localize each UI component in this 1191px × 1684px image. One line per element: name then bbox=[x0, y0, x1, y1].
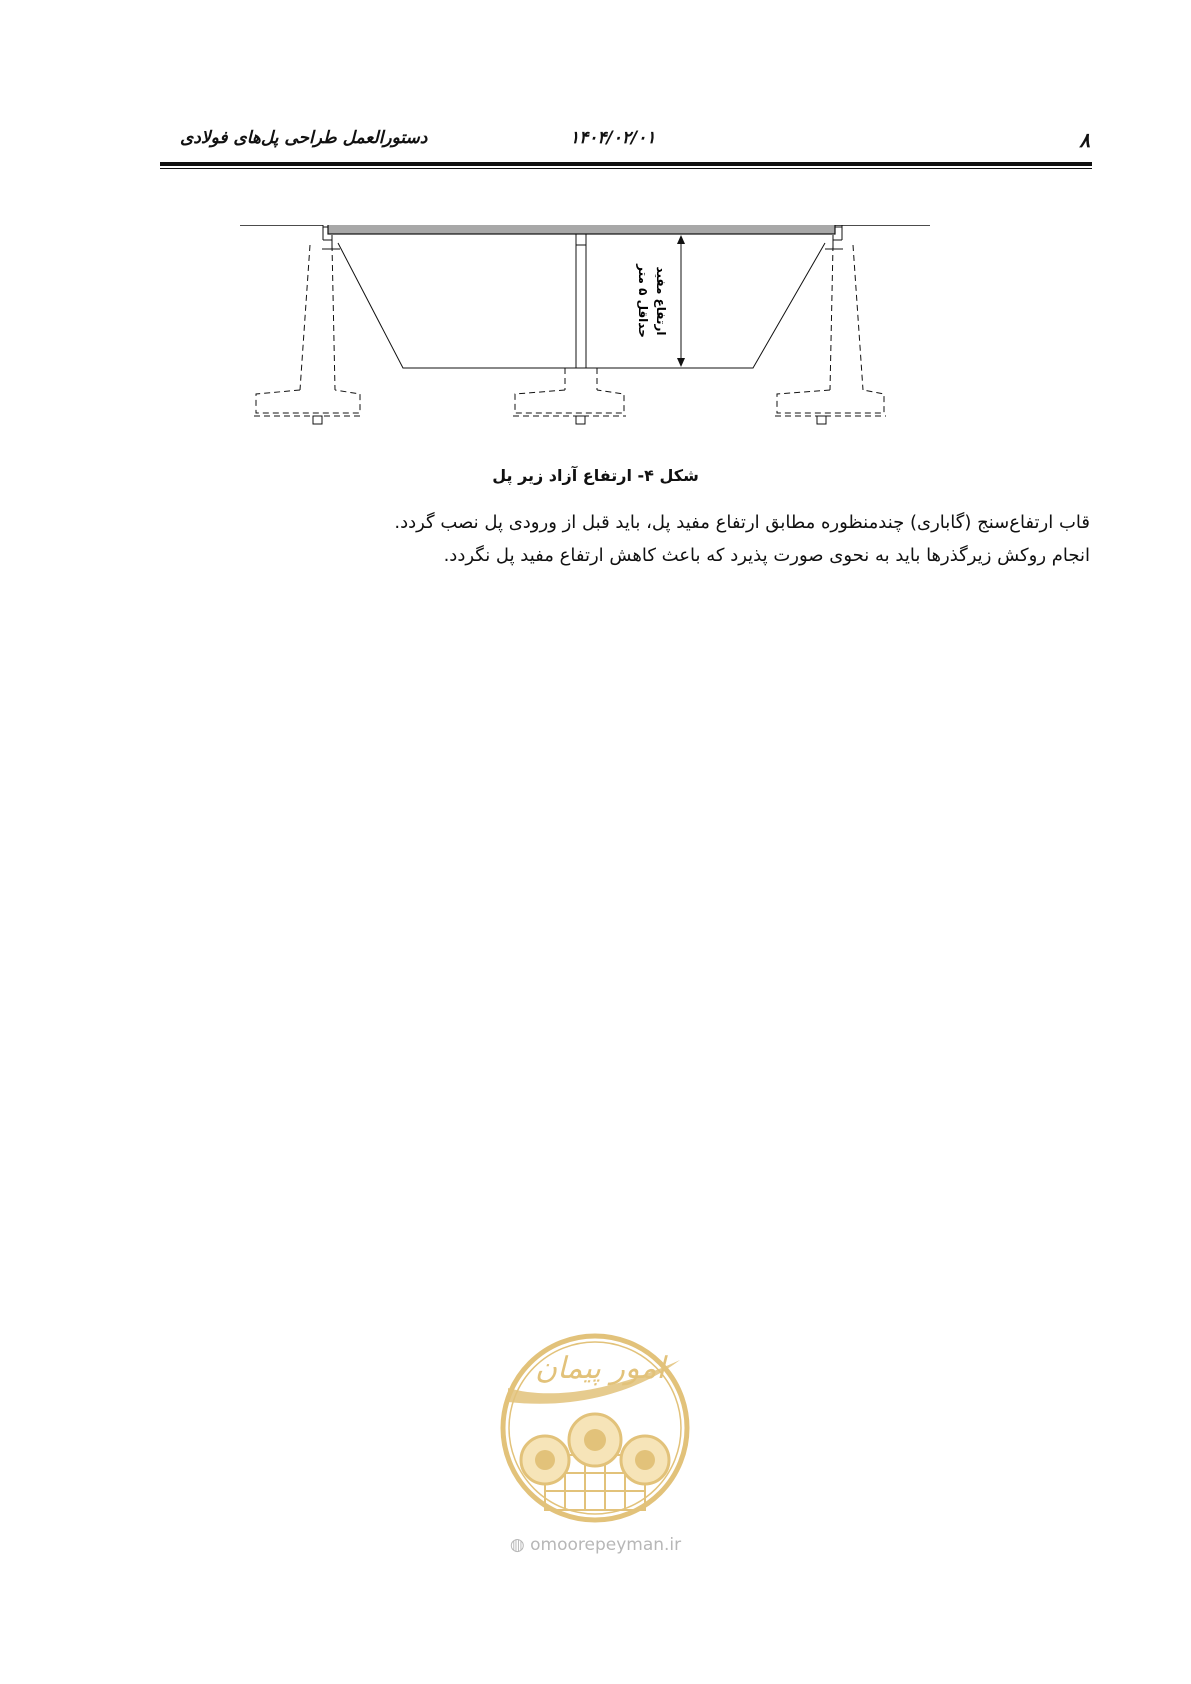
paragraph: قاب ارتفاع‌سنج (گاباری) چندمنظوره مطابق ارتفاع مفید پل، باید قبل از ورودی پل نصب گردد. bbox=[394, 512, 1090, 533]
logo-text: امور پیمان bbox=[535, 1351, 665, 1386]
centre-pier bbox=[576, 234, 586, 368]
paragraph: انجام روکش زیرگذرها باید به نحوی صورت پذیرد که باعث کاهش ارتفاع مفید پل نگردد. bbox=[443, 545, 1090, 566]
page-number: ۸ bbox=[1079, 128, 1090, 152]
pile-tips bbox=[313, 416, 826, 424]
website-text: omoorepeyman.ir bbox=[530, 1535, 682, 1555]
bridge-clearance-figure bbox=[240, 225, 985, 460]
site-url bbox=[0, 1535, 1191, 1555]
underpass-profile bbox=[338, 243, 825, 368]
hidden-foundations bbox=[254, 245, 886, 416]
clearance-label bbox=[636, 263, 668, 338]
header-rule-thin bbox=[160, 168, 1092, 169]
globe-icon: ◍ bbox=[509, 1535, 525, 1555]
body-text bbox=[160, 506, 1090, 572]
clearance-label-line1: ارتفاع مفید bbox=[654, 266, 668, 336]
clearance-label-line2: حداقل ۵ متر bbox=[636, 264, 650, 338]
figure-caption: شکل ۴- ارتفاع آزاد زیر پل bbox=[492, 466, 699, 485]
bridge-deck bbox=[328, 225, 835, 234]
page-header bbox=[160, 128, 1090, 154]
header-title: دستورالعمل طراحی پل‌های فولادی bbox=[180, 128, 428, 148]
header-rule-thick bbox=[160, 162, 1092, 166]
header-date: ۱۴۰۴/۰۲/۰۱ bbox=[570, 128, 656, 148]
clearance-dimension bbox=[677, 235, 685, 367]
omoorepeyman-logo bbox=[490, 1330, 700, 1530]
